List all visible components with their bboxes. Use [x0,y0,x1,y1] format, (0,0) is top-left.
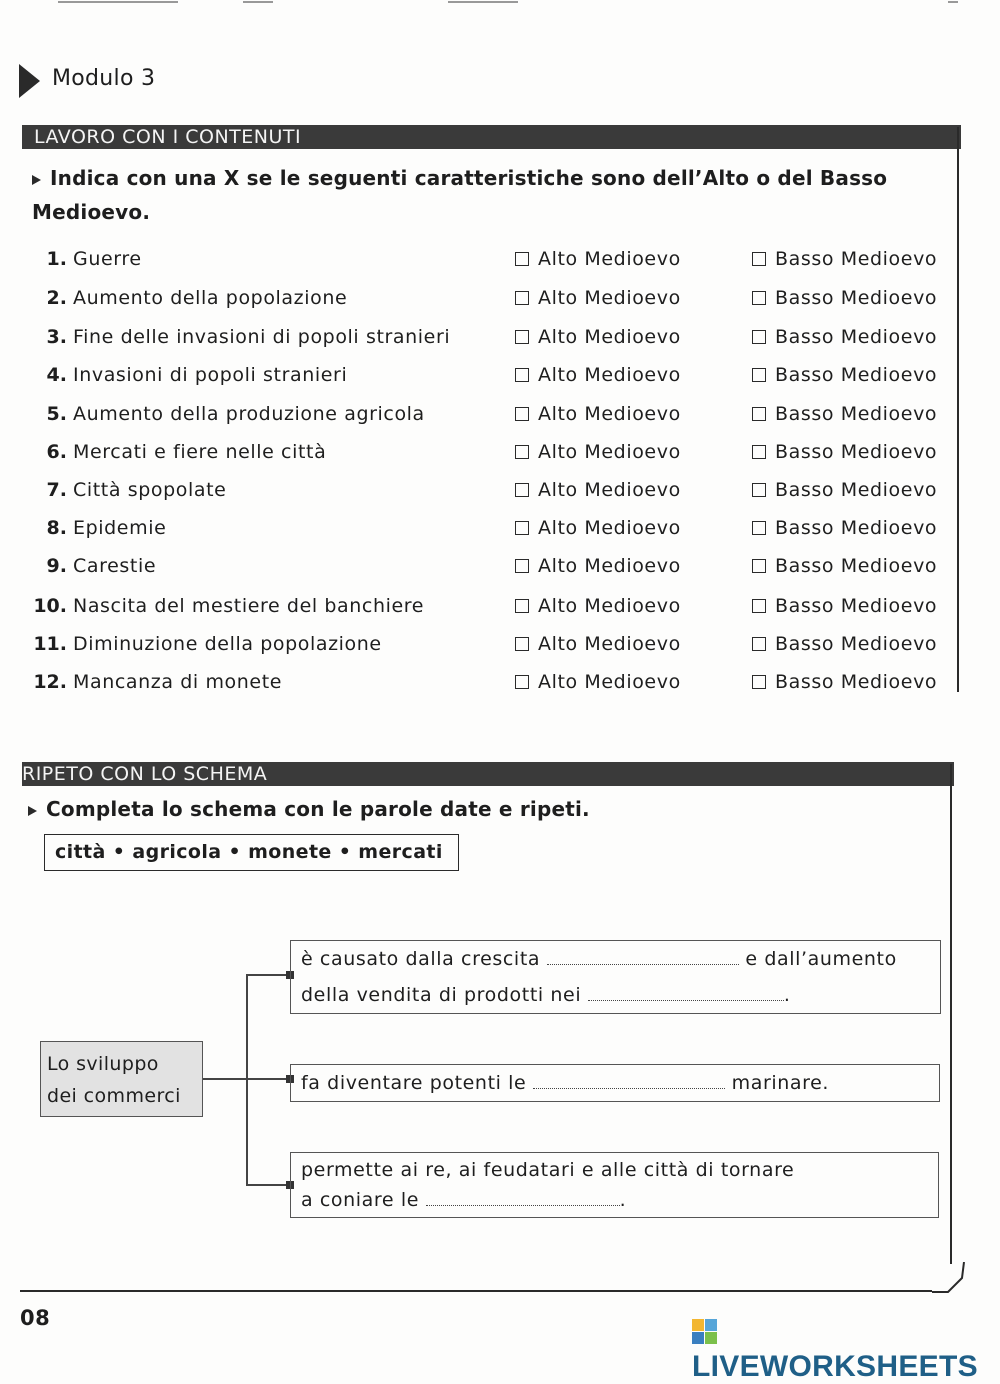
section-border [950,764,952,1264]
option-alto[interactable] [515,517,681,539]
checkbox-basso[interactable] [752,368,766,382]
question-text: Epidemie [73,517,167,539]
option-basso[interactable] [752,441,937,463]
question-row [0,287,1000,325]
option-basso-label: Basso Medioevo [775,403,938,425]
checkbox-basso[interactable] [752,559,766,573]
question-number: 5. [46,403,67,425]
schema-root-box [40,1041,203,1117]
branch-2-text-b: marinare. [731,1072,830,1094]
option-alto[interactable] [515,364,681,386]
option-alto-label: Alto Medioevo [538,479,681,501]
brand-text: LIVEWORKSHEETS [692,1350,978,1383]
bullet-icon [28,806,37,816]
option-basso[interactable] [752,633,937,655]
word-separator: • [338,841,352,863]
word-bank-word: monete [248,841,332,863]
option-alto-label: Alto Medioevo [538,326,681,348]
question-row [0,248,1000,286]
branch-1-end: . [783,984,791,1006]
word-separator: • [228,841,242,863]
question-text: Invasioni di popoli stranieri [73,364,348,386]
word-bank-word: agricola [132,841,222,863]
branch-1-text-b: e dall’aumento [745,948,897,970]
question-row [0,555,1000,593]
option-basso-label: Basso Medioevo [775,517,938,539]
option-basso[interactable] [752,517,937,539]
checkbox-basso[interactable] [752,521,766,535]
page-bottom-rule [20,1290,932,1292]
blank-input-3[interactable] [533,1074,725,1089]
checkbox-basso[interactable] [752,291,766,305]
option-alto-label: Alto Medioevo [538,595,681,617]
question-number: 2. [46,287,67,309]
checkbox-basso[interactable] [752,407,766,421]
option-alto[interactable] [515,441,681,463]
question-number: 11. [33,633,67,655]
bullet-icon [32,175,41,185]
checkbox-basso[interactable] [752,252,766,266]
checkbox-alto[interactable] [515,330,529,344]
question-row [0,364,1000,402]
option-basso-label: Basso Medioevo [775,671,938,693]
instruction-2 [28,792,590,826]
option-basso-label: Basso Medioevo [775,441,938,463]
word-bank [44,834,459,871]
question-row [0,326,1000,364]
checkbox-alto[interactable] [515,407,529,421]
connector-branch-2 [246,1078,290,1080]
option-basso-label: Basso Medioevo [775,364,938,386]
schema-branch-2 [290,1064,940,1102]
question-row [0,517,1000,555]
word-separator: • [112,841,126,863]
question-row [0,441,1000,479]
branch-3-text-a: permette ai re, ai feudatari e alle città di tornare [301,1159,795,1181]
page-number: 08 [20,1306,51,1330]
module-arrow-icon [19,64,40,98]
top-cut-marks [58,0,958,4]
option-alto[interactable] [515,671,681,693]
connector-root [203,1078,248,1080]
question-number: 9. [46,555,67,577]
option-alto-label: Alto Medioevo [538,441,681,463]
question-number: 1. [46,248,67,270]
option-basso[interactable] [752,479,937,501]
checkbox-basso[interactable] [752,599,766,613]
page-corner [926,1262,966,1294]
question-text: Città spopolate [73,479,227,501]
connector-branch-3 [246,1184,290,1186]
blank-input-1[interactable] [547,950,739,965]
checkbox-alto[interactable] [515,368,529,382]
checkbox-alto[interactable] [515,637,529,651]
blank-input-4[interactable] [426,1191,620,1206]
checkbox-basso[interactable] [752,637,766,651]
checkbox-basso[interactable] [752,675,766,689]
option-alto-label: Alto Medioevo [538,248,681,270]
checkbox-basso[interactable] [752,483,766,497]
schema-branch-1 [290,940,941,1014]
liveworksheets-logo-icon [692,1319,718,1345]
question-row [0,671,1000,709]
option-basso[interactable] [752,287,937,309]
checkbox-alto[interactable] [515,521,529,535]
question-text: Aumento della popolazione [73,287,348,309]
checkbox-alto[interactable] [515,675,529,689]
root-line-1: Lo sviluppo [47,1053,159,1075]
checkbox-alto[interactable] [515,291,529,305]
instruction-1 [32,161,932,229]
branch-3-text-b: a coniare le [301,1189,420,1211]
module-title: Modulo 3 [52,66,156,91]
question-row [0,403,1000,441]
option-basso[interactable] [752,364,937,386]
instruction-1-text: Indica con una X se le seguenti caratteristiche sono dell’Alto o del Basso Medioevo. [32,166,888,224]
option-alto[interactable] [515,555,681,577]
question-text: Mercati e fiere nelle città [73,441,327,463]
liveworksheets-logo[interactable] [692,1316,1000,1384]
question-number: 12. [33,671,67,693]
question-text: Mancanza di monete [73,671,283,693]
option-basso-label: Basso Medioevo [775,326,938,348]
question-number: 10. [33,595,67,617]
word-bank-word: città [55,841,106,863]
question-number: 3. [46,326,67,348]
option-alto[interactable] [515,595,681,617]
checkbox-alto[interactable] [515,559,529,573]
option-basso[interactable] [752,671,937,693]
question-row [0,633,1000,671]
option-basso-label: Basso Medioevo [775,595,938,617]
option-alto[interactable] [515,479,681,501]
schema-branch-3 [290,1152,939,1218]
connector-branch-1 [246,974,290,976]
option-alto-label: Alto Medioevo [538,633,681,655]
instruction-2-text: Completa lo schema con le parole date e ripeti. [46,797,590,821]
question-text: Nascita del mestiere del banchiere [73,595,425,617]
option-basso[interactable] [752,326,937,348]
checkbox-basso[interactable] [752,445,766,459]
question-text: Guerre [73,248,142,270]
option-basso-label: Basso Medioevo [775,287,938,309]
section-title-schema: RIPETO CON LO SCHEMA [22,762,954,786]
question-row [0,595,1000,633]
question-number: 4. [46,364,67,386]
option-alto-label: Alto Medioevo [538,364,681,386]
option-alto[interactable] [515,326,681,348]
branch-1-text-c: della vendita di prodotti nei [301,984,582,1006]
question-text: Carestie [73,555,157,577]
branch-1-text-a: è causato dalla crescita [301,948,541,970]
option-basso-label: Basso Medioevo [775,248,938,270]
option-alto[interactable] [515,403,681,425]
connector-vertical [246,974,248,1186]
question-row [0,479,1000,517]
question-text: Aumento della produzione agricola [73,403,425,425]
word-bank-word: mercati [358,841,443,863]
checkbox-alto[interactable] [515,599,529,613]
option-alto-label: Alto Medioevo [538,287,681,309]
question-number: 8. [46,517,67,539]
option-basso[interactable] [752,403,937,425]
branch-3-end: . [619,1189,627,1211]
option-basso[interactable] [752,595,937,617]
question-text: Fine delle invasioni di popoli stranieri [73,326,451,348]
option-alto-label: Alto Medioevo [538,517,681,539]
option-alto-label: Alto Medioevo [538,671,681,693]
section-title-contenuti: LAVORO CON I CONTENUTI [22,125,961,149]
question-text: Diminuzione della popolazione [73,633,382,655]
option-alto[interactable] [515,633,681,655]
branch-2-text-a: fa diventare potenti le [301,1072,527,1094]
option-basso-label: Basso Medioevo [775,633,938,655]
option-alto-label: Alto Medioevo [538,555,681,577]
option-basso-label: Basso Medioevo [775,479,938,501]
checkbox-alto[interactable] [515,252,529,266]
checkbox-alto[interactable] [515,483,529,497]
question-number: 7. [46,479,67,501]
option-basso[interactable] [752,555,937,577]
root-line-2: dei commerci [47,1085,181,1107]
option-basso[interactable] [752,248,937,270]
option-alto-label: Alto Medioevo [538,403,681,425]
checkbox-basso[interactable] [752,330,766,344]
blank-input-2[interactable] [588,986,784,1001]
checkbox-alto[interactable] [515,445,529,459]
option-alto[interactable] [515,248,681,270]
option-basso-label: Basso Medioevo [775,555,938,577]
option-alto[interactable] [515,287,681,309]
question-number: 6. [46,441,67,463]
